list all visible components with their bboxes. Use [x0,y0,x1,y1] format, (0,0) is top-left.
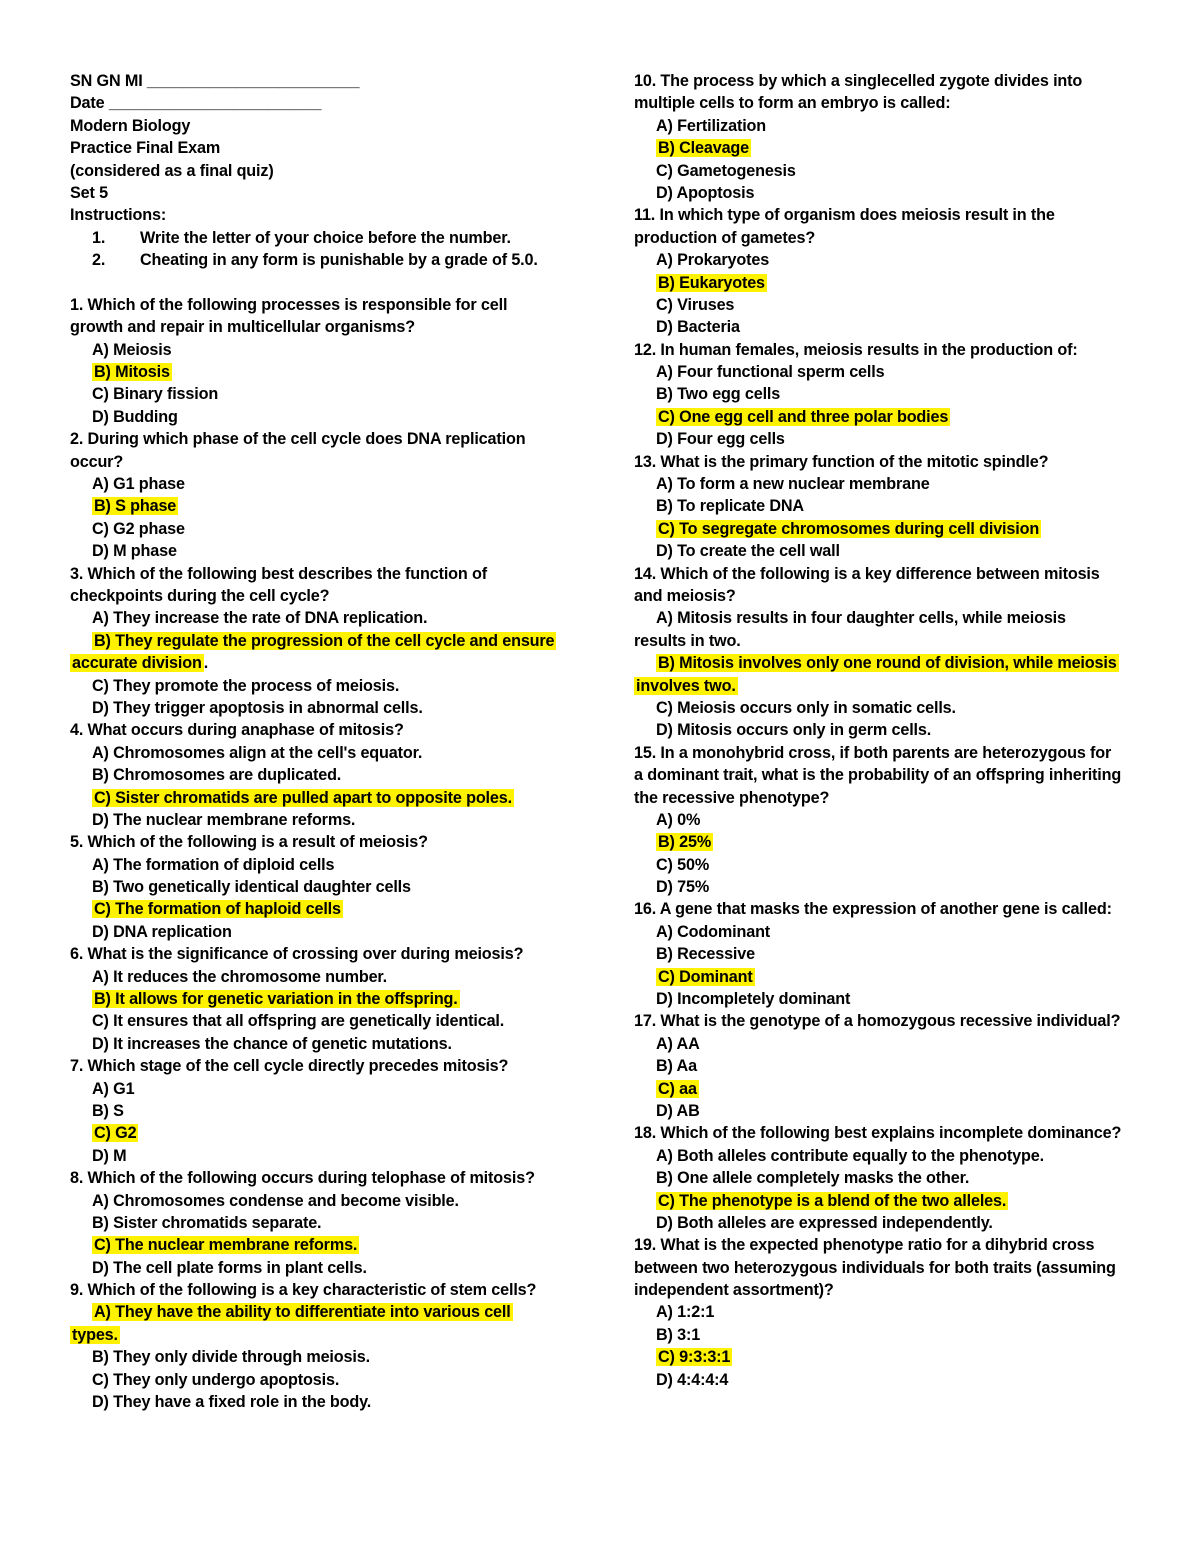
answer-option [634,854,1134,876]
question-text [634,1122,1134,1144]
question-text [634,563,1134,585]
line-text: D) 4:4:4:4 [656,1370,729,1389]
question-text [70,1279,570,1301]
answer-option [634,876,1134,898]
answer-option [634,607,1134,629]
answer-option [70,1122,570,1144]
answer-option [634,831,1134,853]
line-text: D) The nuclear membrane reforms. [92,810,356,829]
answer-option [70,495,570,517]
answer-option [70,1010,570,1032]
instruction-item [70,249,570,271]
question-text [634,630,1134,652]
answer-option [70,473,570,495]
question-text [70,1167,570,1189]
answer-option [634,1212,1134,1234]
answer-option [634,540,1134,562]
line-text: B) Two egg cells [656,385,781,404]
line-text: multiple cells to form an embryo is called: [634,94,951,113]
line-text: C) Binary fission [92,385,219,404]
line-text: D) Both alleles are expressed independently. [656,1213,993,1232]
answer-option [634,943,1134,965]
answer-option [70,1145,570,1167]
line-text: 6. What is the significance of crossing over during meiosis? [70,945,524,964]
answer-option [70,1257,570,1279]
line-text: A) To form a new nuclear membrane [656,475,930,494]
line-text: 1. Which of the following processes is responsible for cell [70,295,508,314]
line-text: D) Bacteria [656,318,740,337]
line-text: A) 0% [656,810,701,829]
line-text: A) Prokaryotes [656,251,770,270]
answer-option [634,518,1134,540]
highlighted-answer: B) Mitosis [94,363,170,382]
highlighted-answer: accurate division [72,654,202,673]
answer-option [634,272,1134,294]
instruction-number: 1. [92,228,106,247]
highlighted-answer: involves two. [636,676,736,695]
answer-option [70,339,570,361]
answer-option [70,630,570,652]
line-text: B) Aa [656,1057,697,1076]
answer-option [634,1167,1134,1189]
line-text: C) Viruses [656,295,735,314]
answer-option [634,249,1134,271]
answer-option [70,1346,570,1368]
highlighted-answer: B) It allows for genetic variation in the offspring. [94,990,458,1009]
right-column [634,70,1134,1391]
answer-option [70,787,570,809]
answer-option [70,1078,570,1100]
line-text: A) Codominant [656,922,771,941]
line-text: D) M [92,1146,127,1165]
answer-option [70,898,570,920]
question-text [634,1234,1134,1256]
line-text: 7. Which stage of the cell cycle directly precedes mitosis? [70,1057,509,1076]
question-text [70,585,570,607]
line-text: 5. Which of the following is a result of meiosis? [70,833,428,852]
line-text: D) M phase [92,542,177,561]
line-text: A) They increase the rate of DNA replication. [92,609,428,628]
highlighted-answer: C) G2 [94,1124,137,1143]
question-text [634,339,1134,361]
answer-option [634,697,1134,719]
question-text [634,70,1134,92]
question-text [634,787,1134,809]
line-text: C) Meiosis occurs only in somatic cells. [656,698,956,717]
answer-option [70,966,570,988]
answer-option [70,675,570,697]
exam-note: (considered as a final quiz) [70,161,274,180]
answer-option [70,1234,570,1256]
answer-option [70,406,570,428]
answer-option [634,966,1134,988]
answer-option [70,988,570,1010]
question-text [634,742,1134,764]
answer-option [634,921,1134,943]
answer-option [634,495,1134,517]
line-text: D) Budding [92,407,178,426]
line-text: B) Recessive [656,945,755,964]
highlighted-answer: C) The formation of haploid cells [94,900,341,919]
answer-option [70,607,570,629]
question-text [70,719,570,741]
line-text: occur? [70,452,124,471]
question-text [70,1324,570,1346]
instruction-number: 2. [92,251,106,270]
answer-option [634,428,1134,450]
line-text: D) Incompletely dominant [656,990,851,1009]
line-text: 19. What is the expected phenotype ratio for a dihybrid cross [634,1236,1095,1255]
answer-option [634,361,1134,383]
highlighted-answer: types. [72,1325,118,1344]
highlighted-answer: C) One egg cell and three polar bodies [658,407,949,426]
highlighted-answer: B) S phase [94,497,177,516]
highlighted-answer: B) They regulate the progression of the cell cycle and ensure [94,631,555,650]
answer-option [634,809,1134,831]
line-text: results in two. [634,631,741,650]
question-text [70,943,570,965]
answer-option [634,160,1134,182]
line-text: B) 3:1 [656,1325,701,1344]
answer-option [634,406,1134,428]
question-list-left [70,294,570,1414]
answer-option [70,809,570,831]
line-text: 17. What is the genotype of a homozygous recessive individual? [634,1012,1121,1031]
highlighted-answer: C) To segregate chromosomes during cell division [658,519,1040,538]
line-text: D) To create the cell wall [656,542,840,561]
instruction-text: Cheating in any form is punishable by a grade of 5.0. [140,251,538,270]
question-text [634,898,1134,920]
line-text: B) They only divide through meiosis. [92,1348,370,1367]
instruction-text: Write the letter of your choice before the number. [140,228,511,247]
line-text: D) They trigger apoptosis in abnormal cells. [92,698,423,717]
line-text: the recessive phenotype? [634,788,830,807]
line-text: D) AB [656,1101,700,1120]
line-text: production of gametes? [634,228,816,247]
line-text: D) Four egg cells [656,430,785,449]
line-text: a dominant trait, what is the probability of an offspring inheriting [634,766,1122,785]
highlighted-answer: B) 25% [658,833,712,852]
highlighted-answer: C) The nuclear membrane reforms. [94,1236,358,1255]
line-text: B) Sister chromatids separate. [92,1213,322,1232]
instruction-item [70,227,570,249]
answer-option [70,742,570,764]
answer-option [70,1212,570,1234]
line-text: A) G1 [92,1079,135,1098]
answer-option [634,1190,1134,1212]
highlighted-answer: C) 9:3:3:1 [658,1348,731,1367]
line-text: growth and repair in multicellular organisms? [70,318,415,337]
answer-option [634,473,1134,495]
line-text: A) Mitosis results in four daughter cells, while meiosis [656,609,1066,628]
line-text: 16. A gene that masks the expression of another gene is called: [634,900,1112,919]
line-text: B) Two genetically identical daughter cells [92,878,411,897]
line-text: between two heterozygous individuals for both traits (assuming [634,1258,1116,1277]
line-text: C) It ensures that all offspring are genetically identical. [92,1012,505,1031]
answer-option [634,988,1134,1010]
spacer [70,272,570,294]
answer-option [634,1369,1134,1391]
answer-option [70,1391,570,1413]
answer-option [634,1100,1134,1122]
line-text: A) 1:2:1 [656,1303,715,1322]
course-title: Modern Biology [70,116,191,135]
line-text: C) They promote the process of meiosis. [92,676,400,695]
answer-option [70,540,570,562]
highlighted-answer: C) aa [658,1079,697,1098]
line-text: 8. Which of the following occurs during telophase of mitosis? [70,1169,535,1188]
question-text [634,764,1134,786]
line-text: A) The formation of diploid cells [92,855,335,874]
answer-option [70,854,570,876]
answer-option [70,1190,570,1212]
line-text: D) It increases the chance of genetic mutations. [92,1034,452,1053]
line-text: C) They only undergo apoptosis. [92,1370,340,1389]
question-text [634,227,1134,249]
question-text [634,1257,1134,1279]
question-text [634,92,1134,114]
line-text: D) Mitosis occurs only in germ cells. [656,721,932,740]
answer-option [70,876,570,898]
line-text: B) One allele completely masks the other. [656,1169,970,1188]
line-text: and meiosis? [634,586,736,605]
answer-option [70,1301,570,1323]
answer-option [634,383,1134,405]
line-text: A) Meiosis [92,340,172,359]
line-text: B) Chromosomes are duplicated. [92,766,342,785]
line-text: D) 75% [656,878,710,897]
answer-option [634,1055,1134,1077]
line-text: A) Fertilization [656,116,767,135]
question-text [634,451,1134,473]
question-text [634,675,1134,697]
highlighted-answer: C) Dominant [658,967,753,986]
line-text: A) Chromosomes align at the cell's equator. [92,743,423,762]
answer-option [634,115,1134,137]
line-text: independent assortment)? [634,1281,834,1300]
question-text [70,294,570,316]
answer-option [634,1145,1134,1167]
line-text: D) DNA replication [92,922,232,941]
question-text [634,204,1134,226]
answer-option [70,383,570,405]
line-text: A) G1 phase [92,475,185,494]
line-tail: . [203,654,209,673]
line-text: C) G2 phase [92,519,185,538]
highlighted-answer: C) The phenotype is a blend of the two alleles. [658,1191,1007,1210]
date-line: Date ________________________ [70,94,322,113]
answer-option [634,1324,1134,1346]
line-text: D) They have a fixed role in the body. [92,1393,372,1412]
line-text: B) To replicate DNA [656,497,804,516]
answer-option [634,294,1134,316]
question-text [70,1055,570,1077]
question-text [70,652,570,674]
question-text [70,831,570,853]
line-text: 15. In a monohybrid cross, if both parents are heterozygous for [634,743,1112,762]
line-text: A) Four functional sperm cells [656,363,885,382]
answer-option [634,1301,1134,1323]
line-text: 18. Which of the following best explains incomplete dominance? [634,1124,1122,1143]
answer-option [70,1369,570,1391]
answer-option [634,652,1134,674]
answer-option [70,697,570,719]
line-text: 14. Which of the following is a key difference between mitosis [634,564,1100,583]
highlighted-answer: B) Mitosis involves only one round of division, while meiosis [658,654,1117,673]
line-text: A) Both alleles contribute equally to the phenotype. [656,1146,1044,1165]
question-text [634,1010,1134,1032]
highlighted-answer: B) Cleavage [658,139,750,158]
line-text: D) The cell plate forms in plant cells. [92,1258,367,1277]
answer-option [634,316,1134,338]
answer-option [634,137,1134,159]
line-text: 3. Which of the following best describes the function of [70,564,487,583]
answer-option [70,1033,570,1055]
question-text [70,316,570,338]
answer-option [634,1078,1134,1100]
answer-option [70,361,570,383]
instructions-label: Instructions: [70,206,167,225]
line-text: A) It reduces the chromosome number. [92,967,388,986]
highlighted-answer: A) They have the ability to differentiate into various cell [94,1303,511,1322]
answer-option [634,1033,1134,1055]
question-text [70,428,570,450]
line-text: B) S [92,1101,124,1120]
set-label: Set 5 [70,183,108,202]
line-text: A) AA [656,1034,700,1053]
question-text [634,585,1134,607]
line-text: A) Chromosomes condense and become visible. [92,1191,459,1210]
line-text: 12. In human females, meiosis results in the production of: [634,340,1078,359]
answer-option [70,764,570,786]
line-text: checkpoints during the cell cycle? [70,586,330,605]
answer-option [70,518,570,540]
line-text: 9. Which of the following is a key characteristic of stem cells? [70,1281,537,1300]
line-text: D) Apoptosis [656,183,755,202]
question-list-right [634,70,1134,1391]
name-line: SN GN MI ________________________ [70,72,360,90]
question-text [634,1279,1134,1301]
highlighted-answer: B) Eukaryotes [658,273,765,292]
highlighted-answer: C) Sister chromatids are pulled apart to opposite poles. [94,788,512,807]
answer-option [634,1346,1134,1368]
answer-option [634,182,1134,204]
left-column [70,70,570,1413]
question-text [70,563,570,585]
answer-option [70,1100,570,1122]
answer-option [634,719,1134,741]
line-text: C) 50% [656,855,710,874]
line-text: 4. What occurs during anaphase of mitosis? [70,721,404,740]
exam-title: Practice Final Exam [70,139,221,158]
line-text: C) Gametogenesis [656,161,796,180]
answer-option [70,921,570,943]
line-text: 10. The process by which a singlecelled zygote divides into [634,72,1083,90]
line-text: 2. During which phase of the cell cycle does DNA replication [70,430,526,449]
line-text: 11. In which type of organism does meiosis result in the [634,206,1055,225]
line-text: 13. What is the primary function of the mitotic spindle? [634,452,1049,471]
question-text [70,451,570,473]
